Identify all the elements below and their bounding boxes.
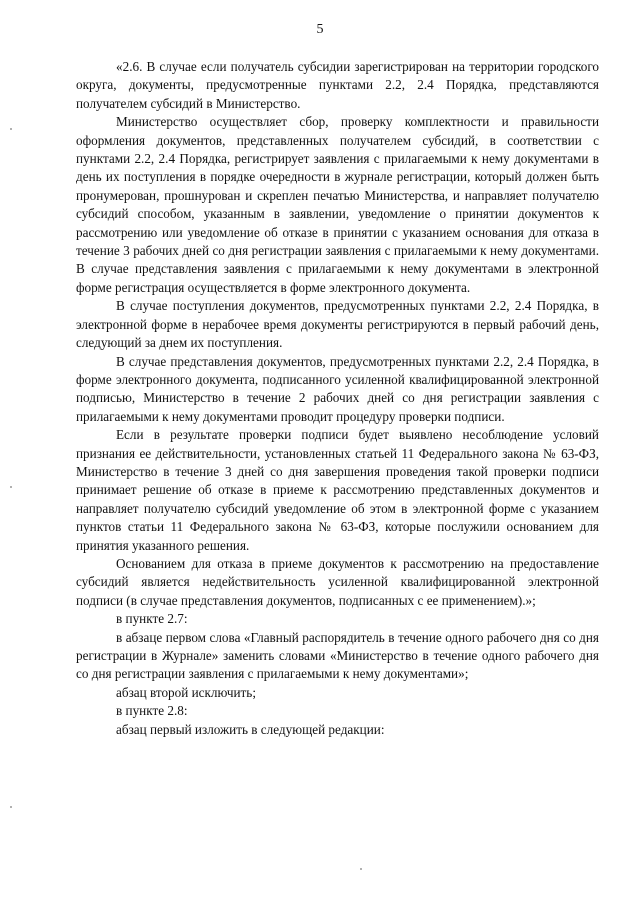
document-body	[76, 58, 599, 739]
paragraph-signature-invalid: Если в результате проверки подписи будет выявлено несоблюдение условий признания ее действительности, установленных статьей 11 Федерального закона № 63-ФЗ, Министерство в течение 3 дней со дня завершения проведения такой проверки подписи принимает решение об отказе в приеме к рассмотрению представленных документов и направляет получателю субсидий уведомление об этом в электронной форме с указанием пунктов статьи 11 Федерального закона № 63-ФЗ, которые послужили основанием для принятия указанного решения.	[76, 427, 599, 553]
paragraph-point-2-8: в пункте 2.8:	[116, 703, 188, 719]
paragraph-2-6: «2.6. В случае если получатель субсидии зарегистрирован на территории городского округа, документы, предусмотренные пунктами 2.2, 2.4 Порядка, представляются получателем субсидий в Министерство.	[76, 59, 599, 111]
scan-speck	[10, 128, 12, 130]
paragraph-exclude-second: абзац второй исключить;	[116, 684, 256, 700]
paragraph-replace-words: в абзаце первом слова «Главный распорядитель в течение одного рабочего дня со дня регистрации в Журнале» заменить словами «Министерство в течение одного рабочего дня со дня регистрации заявления с прилагаемыми к нему документами»;	[76, 629, 599, 682]
paragraph-point-2-7: в пункте 2.7:	[116, 611, 188, 627]
scan-speck	[360, 868, 362, 870]
paragraph-refusal-basis: Основанием для отказа в приеме документов к рассмотрению на предоставление субсидий является недействительность усиленной квалифицированной электронной подписи (в случае представления документов, подписанных с ее применением).»;	[76, 555, 599, 608]
paragraph-new-wording: абзац первый изложить в следующей редакции:	[116, 721, 385, 737]
paragraph-ministry-procedure: Министерство осуществляет сбор, проверку комплектности и правильности оформления документов, представленных получателем субсидий, в соответствии с пунктами 2.2, 2.4 Порядка, регистрирует заявления с прилагаемыми к нему документами в день их поступления в порядке очередности в журнале регистрации, который должен быть пронумерован, прошнурован и скреплен печатью Министерства, и направляет получателю субсидий способом, указанным в заявлении, уведомление о принятии документов к рассмотрению или уведомление об отказе в принятии с указанием основания для отказа в течение 3 рабочих дней со дня регистрации заявления с прилагаемыми к нему документами. В случае представления заявления с прилагаемыми к нему документами в электронной форме регистрация осуществляется в форме электронного документа.	[76, 114, 599, 295]
paragraph-signature-check: В случае представления документов, предусмотренных пунктами 2.2, 2.4 Порядка, в форме электронного документа, подписанного усиленной квалифицированной электронной подписью, Министерство в течение 2 рабочих дней со дня регистрации заявления с прилагаемыми к нему документами проводит процедуру проверки подписи.	[76, 353, 599, 424]
scan-speck	[10, 806, 12, 808]
scan-speck	[10, 486, 12, 488]
paragraph-nonworking-time: В случае поступления документов, предусмотренных пунктами 2.2, 2.4 Порядка, в электронной форме в нерабочее время документы регистрируются в первый рабочий день, следующий за днем их поступления.	[76, 298, 599, 351]
page-number: 5	[316, 22, 324, 37]
